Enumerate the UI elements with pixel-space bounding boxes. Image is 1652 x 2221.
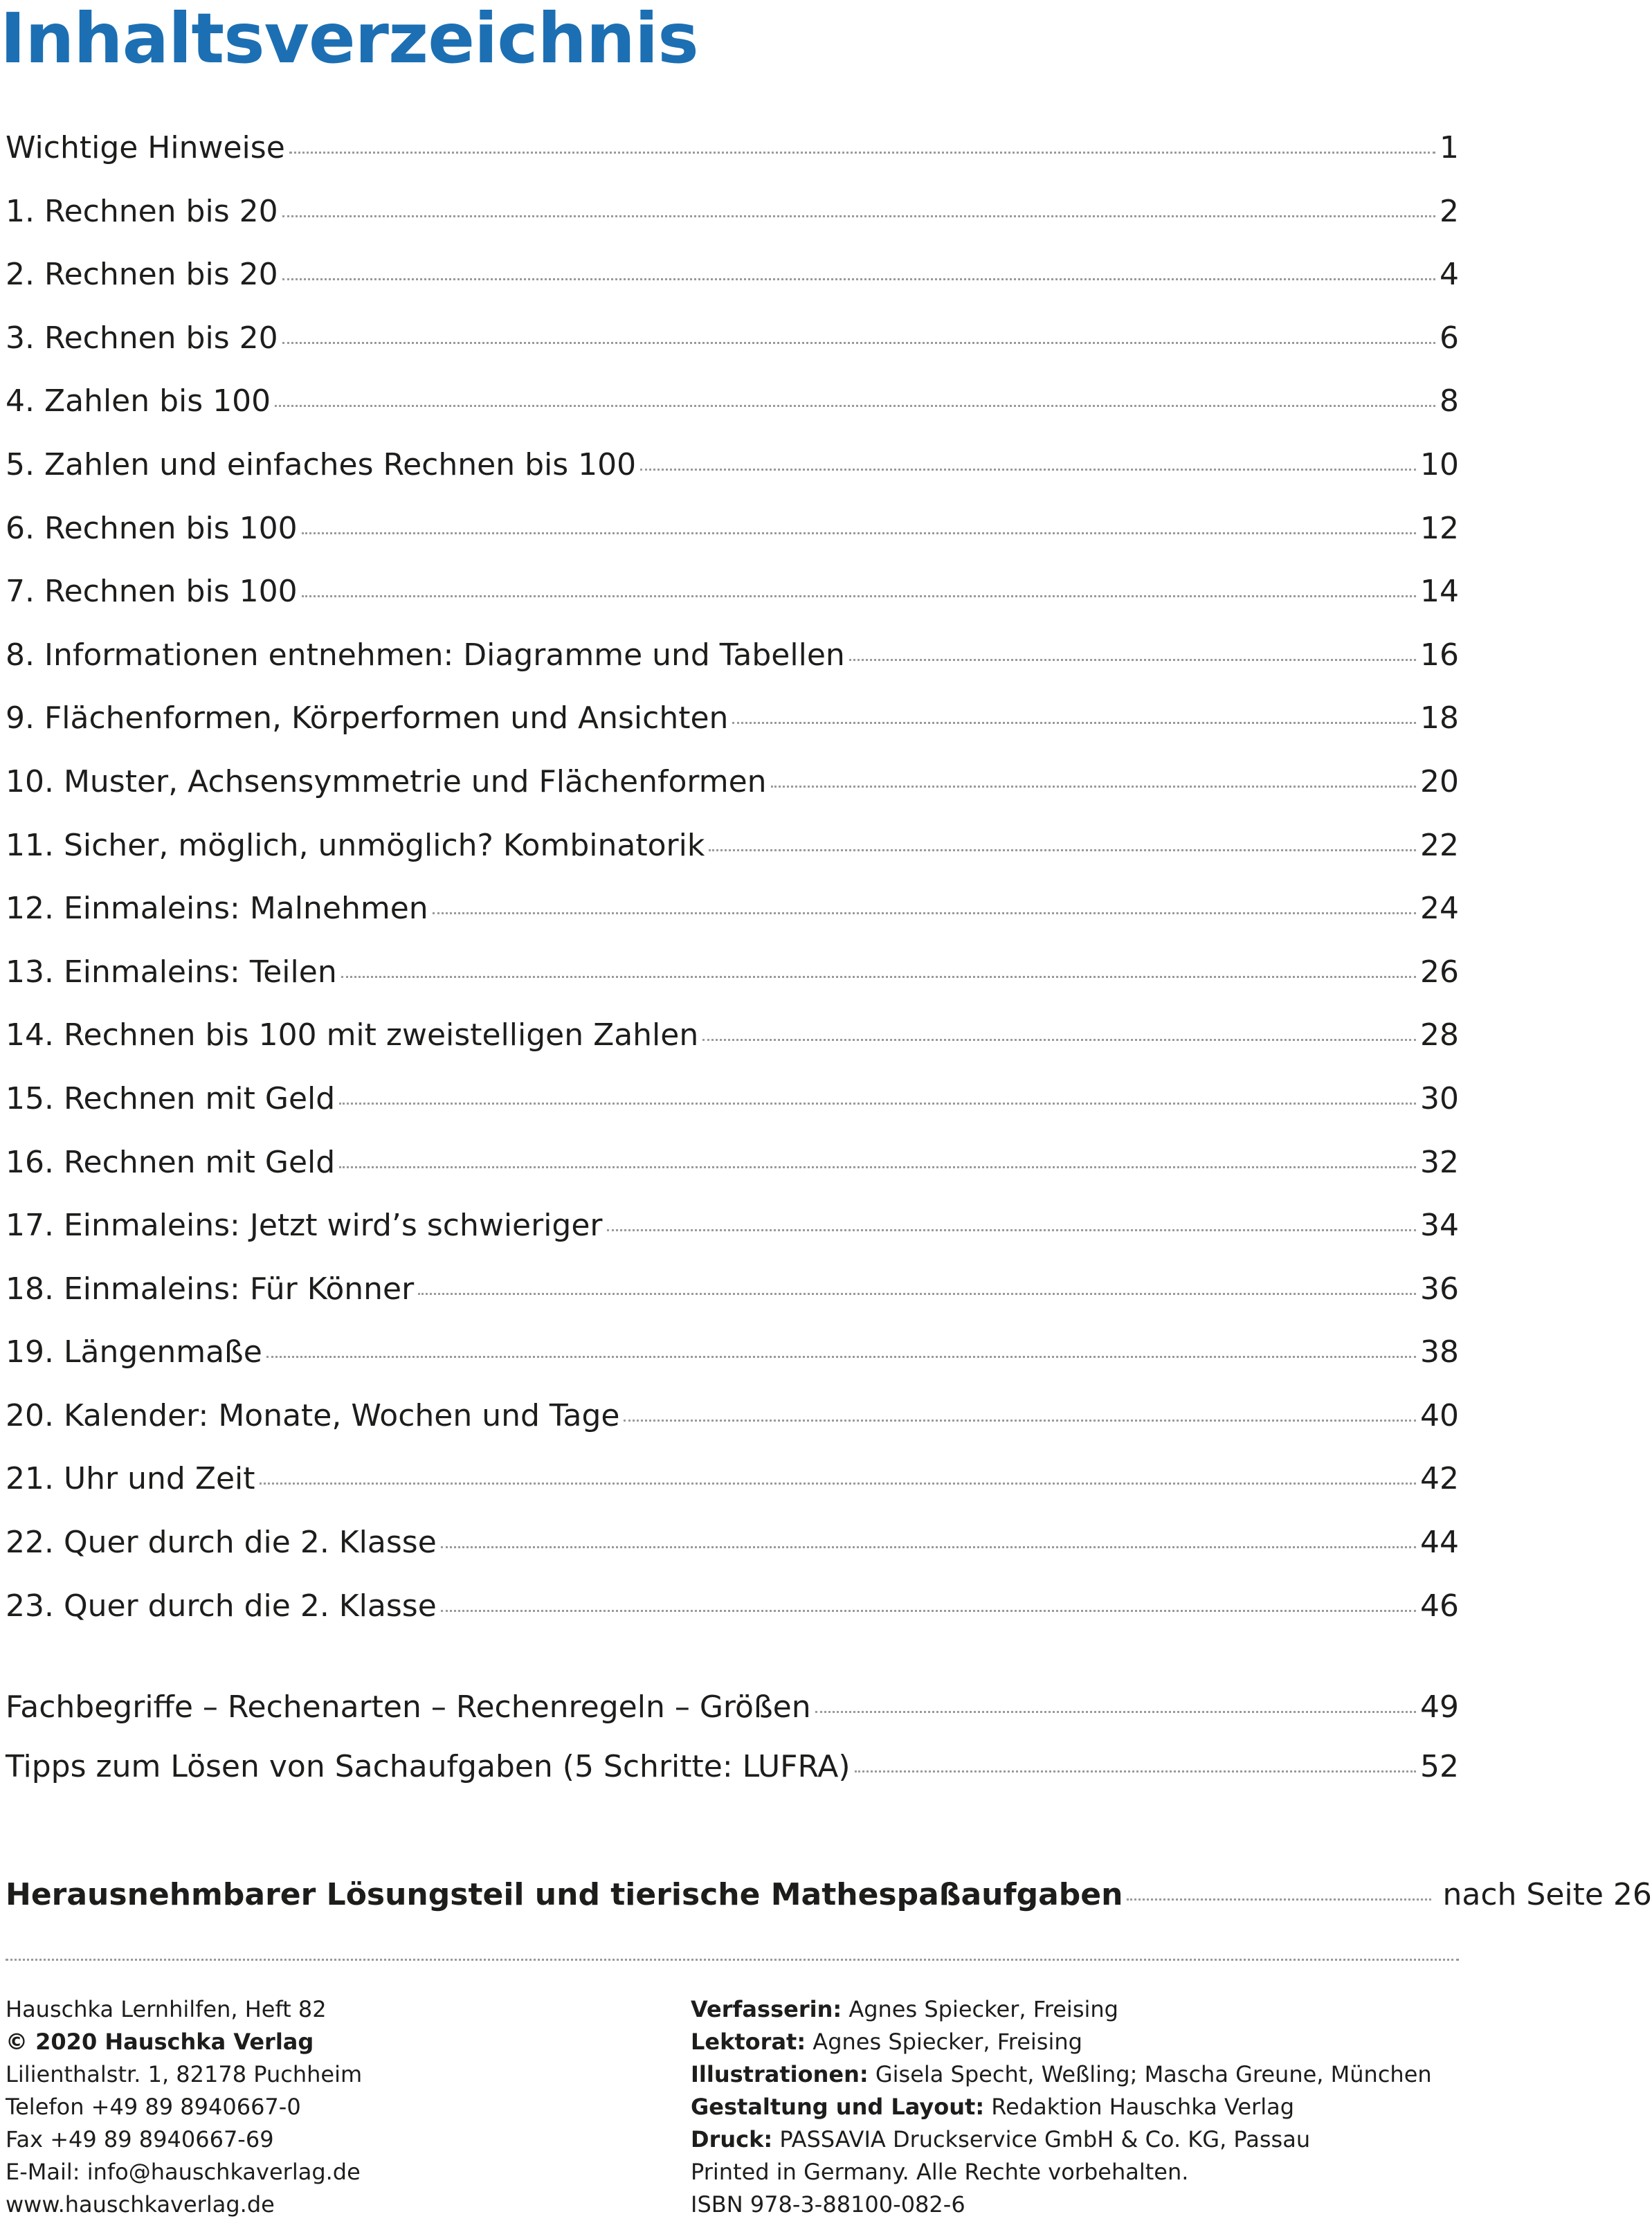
imprint-line [691, 2026, 1432, 2058]
toc-entry-page: 52 [1420, 1749, 1459, 1784]
imprint-line [6, 2091, 362, 2123]
toc-entry-label: 3. Rechnen bis 20 [6, 320, 278, 356]
toc-entry-solutions[interactable] [6, 1863, 1652, 1927]
toc-entry[interactable] [6, 687, 1459, 750]
toc-entry-page: 38 [1420, 1334, 1459, 1370]
toc-entry-label: 6. Rechnen bis 100 [6, 510, 298, 546]
toc-entry-page: 2 [1440, 193, 1459, 229]
imprint-line-heading: © 2020 Hauschka Verlag [6, 2029, 314, 2055]
toc-entry-page: 32 [1420, 1144, 1459, 1180]
dot-leader [1127, 1898, 1431, 1901]
toc-entry-page: 36 [1420, 1271, 1459, 1307]
toc-entry[interactable] [6, 750, 1459, 814]
dot-leader [302, 532, 1416, 534]
imprint-publisher [6, 1993, 362, 2221]
toc-entry-page: 26 [1420, 954, 1459, 990]
toc-entry-page: 49 [1420, 1689, 1459, 1725]
toc-entry-page: 10 [1420, 446, 1459, 482]
dot-leader [302, 595, 1416, 597]
toc-entry-label: 13. Einmaleins: Teilen [6, 954, 337, 990]
imprint-credits [691, 1993, 1432, 2221]
toc-entry-label: 21. Uhr und Zeit [6, 1461, 255, 1497]
dot-leader [282, 278, 1435, 280]
toc-entry-page: 44 [1420, 1525, 1459, 1561]
toc-entry[interactable] [6, 1511, 1459, 1575]
dot-leader [709, 849, 1416, 851]
toc-entry-page: 16 [1420, 637, 1459, 673]
toc-entry[interactable] [6, 1447, 1459, 1511]
toc-entry[interactable] [6, 1384, 1459, 1448]
toc-entry-label: 4. Zahlen bis 100 [6, 383, 271, 419]
dot-leader [815, 1711, 1416, 1713]
toc-entry-page: 24 [1420, 891, 1459, 927]
imprint-line-text: ISBN 978-3-88100-082-6 [691, 2191, 965, 2218]
toc-entry-label: 5. Zahlen und einfaches Rechnen bis 100 [6, 446, 637, 482]
toc-entry-label: 23. Quer durch die 2. Klasse [6, 1588, 437, 1624]
toc-entry-page: 46 [1420, 1588, 1459, 1624]
toc-entry[interactable] [6, 1067, 1459, 1131]
dot-leader [732, 722, 1416, 724]
dot-leader [624, 1420, 1416, 1422]
toc-entry-label: 16. Rechnen mit Geld [6, 1144, 336, 1180]
dot-leader [339, 1166, 1416, 1168]
dot-leader [640, 469, 1416, 471]
imprint-line [691, 1993, 1432, 2026]
toc-entry-page: 18 [1420, 700, 1459, 736]
dot-leader [849, 659, 1416, 661]
toc-entry[interactable] [6, 1575, 1459, 1638]
toc-entry-label: 7. Rechnen bis 100 [6, 574, 298, 610]
toc-entry[interactable] [6, 307, 1459, 370]
imprint-line [6, 1993, 362, 2026]
imprint-line-text: E-Mail: info@hauschkaverlag.de [6, 2159, 361, 2185]
imprint-line-heading: Illustrationen: [691, 2061, 869, 2087]
toc-entry[interactable] [6, 941, 1459, 1004]
imprint-line-text: Redaktion Hauschka Verlag [984, 2094, 1294, 2120]
toc-entry[interactable] [6, 243, 1459, 307]
toc-entry[interactable] [6, 877, 1459, 941]
imprint-line-heading: Gestaltung und Layout: [691, 2094, 985, 2120]
dot-leader [341, 976, 1416, 978]
toc-entry[interactable] [6, 116, 1459, 180]
toc-entry-label: 15. Rechnen mit Geld [6, 1080, 336, 1116]
toc-entry[interactable] [6, 1194, 1459, 1258]
toc-entry-label: Fachbegriffe – Rechenarten – Rechenregeln – Größen [6, 1689, 811, 1725]
dot-leader [771, 786, 1416, 788]
imprint-line-text: Hauschka Lernhilfen, Heft 82 [6, 1996, 327, 2022]
dot-leader [418, 1293, 1416, 1295]
toc-entry-page: 1 [1440, 130, 1459, 165]
dot-leader [282, 342, 1435, 344]
imprint-line-heading: Druck: [691, 2126, 773, 2152]
imprint-line [691, 2058, 1432, 2091]
toc-entry-label: 2. Rechnen bis 20 [6, 257, 278, 293]
dot-leader [260, 1483, 1416, 1485]
toc-entry-label: 20. Kalender: Monate, Wochen und Tage [6, 1397, 620, 1433]
toc-entry-page: 30 [1420, 1080, 1459, 1116]
toc-entry-page: 34 [1420, 1208, 1459, 1244]
toc-entry-label: Tipps zum Lösen von Sachaufgaben (5 Schritte: LUFRA) [6, 1749, 851, 1784]
toc-entry[interactable] [6, 497, 1459, 561]
imprint-line [691, 2188, 1432, 2221]
toc-entry[interactable] [6, 1737, 1459, 1797]
toc-entry-page: 42 [1420, 1461, 1459, 1497]
toc-entry-page: 40 [1420, 1397, 1459, 1433]
imprint-line-text: Gisela Specht, Weßling; Mascha Greune, München [868, 2061, 1432, 2087]
toc-entry-page: 28 [1420, 1017, 1459, 1053]
toc-entry-label: Herausnehmbarer Lösungsteil und tierische Mathespaßaufgaben [6, 1877, 1123, 1912]
imprint-line-heading: Verfasserin: [691, 1996, 842, 2022]
imprint-line-text: www.hauschkaverlag.de [6, 2191, 275, 2218]
toc-entry[interactable] [6, 1258, 1459, 1321]
imprint-line [691, 2123, 1432, 2156]
table-of-contents-appendix [6, 1678, 1459, 1797]
dot-leader [702, 1039, 1416, 1041]
imprint-line [6, 2188, 362, 2221]
imprint-line-text: PASSAVIA Druckservice GmbH & Co. KG, Passau [772, 2126, 1311, 2152]
toc-entry-page: 20 [1420, 763, 1459, 799]
imprint-line-text: Agnes Spiecker, Freising [842, 1996, 1118, 2022]
dot-leader [855, 1770, 1416, 1773]
toc-entry[interactable] [6, 433, 1459, 497]
toc-entry[interactable] [6, 624, 1459, 687]
toc-entry-label: 11. Sicher, möglich, unmöglich? Kombinatorik [6, 827, 705, 863]
imprint-line-text: Fax +49 89 8940667-69 [6, 2126, 274, 2152]
imprint-line-text: Telefon +49 89 8940667-0 [6, 2094, 301, 2120]
toc-entry-label: 22. Quer durch die 2. Klasse [6, 1525, 437, 1561]
toc-entry[interactable] [6, 370, 1459, 433]
toc-entry[interactable] [6, 180, 1459, 244]
toc-entry-label: 18. Einmaleins: Für Könner [6, 1271, 415, 1307]
dot-leader [289, 152, 1435, 154]
dot-leader [441, 1610, 1416, 1612]
toc-entry-page: 6 [1440, 320, 1459, 356]
imprint-line [6, 2026, 362, 2058]
dot-leader [441, 1546, 1416, 1548]
imprint-line-text: Printed in Germany. Alle Rechte vorbehalten. [691, 2159, 1189, 2185]
toc-entry[interactable] [6, 1321, 1459, 1384]
toc-entry-label: 10. Muster, Achsensymmetrie und Flächenformen [6, 763, 767, 799]
toc-entry[interactable] [6, 1004, 1459, 1067]
toc-entry-page: 22 [1420, 827, 1459, 863]
toc-entry-label: 17. Einmaleins: Jetzt wird’s schwieriger [6, 1208, 603, 1244]
toc-entry-label: 1. Rechnen bis 20 [6, 193, 278, 229]
toc-entry-label: 9. Flächenformen, Körperformen und Ansichten [6, 700, 729, 736]
toc-entry-label: 8. Informationen entnehmen: Diagramme und Tabellen [6, 637, 845, 673]
imprint-line-heading: Lektorat: [691, 2029, 806, 2055]
dot-leader [339, 1103, 1416, 1105]
table-of-contents [6, 116, 1459, 1638]
toc-entry-page: 8 [1440, 383, 1459, 419]
toc-entry[interactable] [6, 814, 1459, 878]
toc-entry[interactable] [6, 560, 1459, 624]
dot-leader [282, 215, 1435, 217]
imprint-line [6, 2156, 362, 2188]
toc-entry-page: nach Seite 26 [1442, 1877, 1652, 1912]
toc-entry-page: 12 [1420, 510, 1459, 546]
table-of-contents-solutions [6, 1863, 1652, 1927]
imprint-line [691, 2091, 1432, 2123]
toc-entry-page: 14 [1420, 574, 1459, 610]
dot-leader [266, 1356, 1416, 1358]
dot-leader [275, 405, 1435, 407]
divider [6, 1959, 1459, 1961]
toc-entry-label: 14. Rechnen bis 100 mit zweistelligen Zahlen [6, 1017, 699, 1053]
toc-entry-label: 19. Längenmaße [6, 1334, 262, 1370]
imprint-line [6, 2058, 362, 2091]
toc-entry-page: 4 [1440, 257, 1459, 293]
toc-entry[interactable] [6, 1678, 1459, 1737]
page-title: Inhaltsverzeichnis [0, 0, 698, 79]
dot-leader [433, 912, 1416, 914]
toc-entry-label: 12. Einmaleins: Malnehmen [6, 891, 428, 927]
toc-entry-label: Wichtige Hinweise [6, 130, 285, 165]
dot-leader [607, 1229, 1416, 1231]
imprint-line-text: Lilienthalstr. 1, 82178 Puchheim [6, 2061, 363, 2087]
imprint-line [6, 2123, 362, 2156]
toc-entry[interactable] [6, 1131, 1459, 1195]
imprint-line-text: Agnes Spiecker, Freising [806, 2029, 1082, 2055]
imprint-line [691, 2156, 1432, 2188]
